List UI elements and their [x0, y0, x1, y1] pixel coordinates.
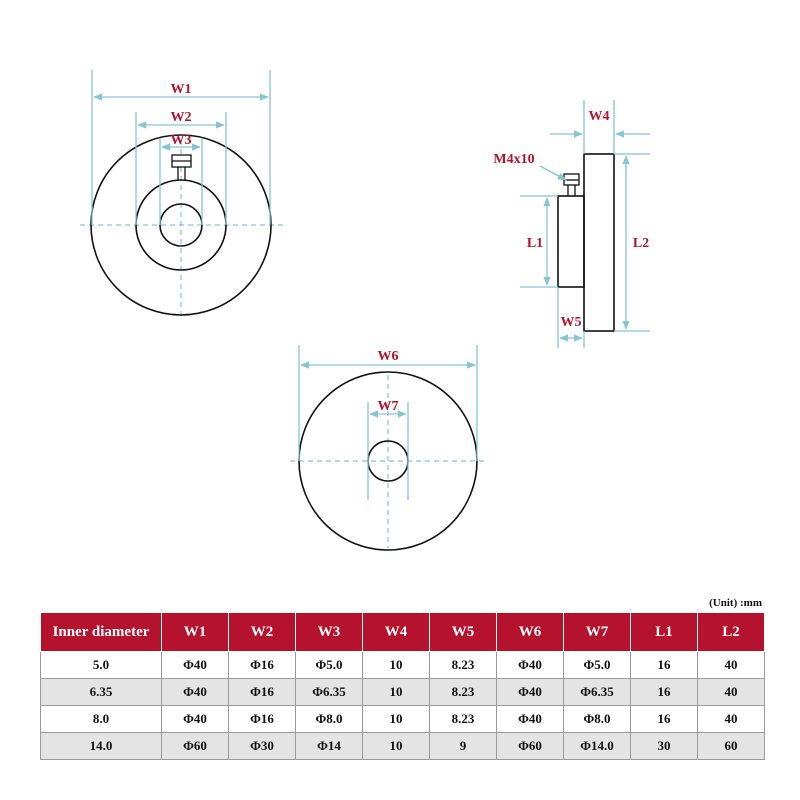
table-cell: Φ14 [296, 733, 363, 760]
table-cell: Φ30 [229, 733, 296, 760]
table-cell: 10 [363, 733, 430, 760]
table-cell: Φ8.0 [296, 706, 363, 733]
table-row [41, 706, 765, 733]
table-cell: 10 [363, 679, 430, 706]
dimension-label-w1: W1 [170, 82, 192, 97]
table-cell: 16 [631, 652, 698, 679]
table-cell: Φ40 [497, 706, 564, 733]
table-cell: 10 [363, 652, 430, 679]
table-cell: Φ5.0 [564, 652, 631, 679]
table-cell: 30 [631, 733, 698, 760]
dimension-spec-table [40, 612, 765, 760]
table-cell: 5.0 [41, 652, 162, 679]
table-cell: Φ14.0 [564, 733, 631, 760]
table-cell: 10 [363, 706, 430, 733]
header-cell: W6 [497, 613, 564, 652]
table-cell: Φ16 [229, 706, 296, 733]
table-cell: 9 [430, 733, 497, 760]
table-cell: Φ40 [162, 706, 229, 733]
table-cell: Φ60 [497, 733, 564, 760]
table-cell: Φ40 [162, 679, 229, 706]
header-cell: W2 [229, 613, 296, 652]
table-cell: 8.23 [430, 706, 497, 733]
table-cell: Φ16 [229, 679, 296, 706]
set-screw-side [564, 174, 579, 196]
table-row [41, 652, 765, 679]
table-cell: Φ6.35 [296, 679, 363, 706]
table-cell: 6.35 [41, 679, 162, 706]
table-row [41, 679, 765, 706]
header-cell: L1 [631, 613, 698, 652]
side-view [493, 100, 650, 348]
table-cell: Φ16 [229, 652, 296, 679]
back-view [290, 345, 488, 550]
dimension-label-l1: L1 [526, 236, 544, 251]
table-cell: 16 [631, 679, 698, 706]
table-cell: 60 [698, 733, 765, 760]
dimension-label-w7: W7 [377, 399, 399, 414]
header-cell: W7 [564, 613, 631, 652]
table-cell: 16 [631, 706, 698, 733]
table-cell: Φ6.35 [564, 679, 631, 706]
header-cell: W3 [296, 613, 363, 652]
dimension-label-w4: W4 [588, 109, 610, 124]
screw-callout-label: M4x10 [493, 152, 535, 167]
table-cell: 40 [698, 679, 765, 706]
table-cell: Φ40 [497, 652, 564, 679]
table-cell: 8.23 [430, 679, 497, 706]
dimension-label-w3: W3 [170, 133, 192, 148]
side-dimension-lines [520, 100, 650, 348]
front-view [80, 70, 285, 318]
header-cell: W5 [430, 613, 497, 652]
table-cell: Φ8.0 [564, 706, 631, 733]
table-cell: 40 [698, 652, 765, 679]
dimension-label-w6: W6 [377, 349, 399, 364]
table-cell: 40 [698, 706, 765, 733]
header-cell: W1 [162, 613, 229, 652]
table-cell: 8.0 [41, 706, 162, 733]
table-cell: Φ40 [497, 679, 564, 706]
table-cell: Φ5.0 [296, 652, 363, 679]
unit-note: (Unit) :mm [709, 597, 762, 609]
table-cell: Φ60 [162, 733, 229, 760]
hub-side-outline [558, 196, 584, 287]
dimension-label-w5: W5 [560, 315, 582, 330]
plate-side-outline [584, 154, 614, 331]
table-cell: 14.0 [41, 733, 162, 760]
header-cell: L2 [698, 613, 765, 652]
table-cell: 8.23 [430, 652, 497, 679]
table-header-row [41, 613, 765, 652]
dimension-label-w2: W2 [170, 110, 192, 125]
header-cell: Inner diameter [41, 613, 162, 652]
header-cell: W4 [363, 613, 430, 652]
table-row [41, 733, 765, 760]
table-cell: Φ40 [162, 652, 229, 679]
dimension-label-l2: L2 [632, 236, 650, 251]
